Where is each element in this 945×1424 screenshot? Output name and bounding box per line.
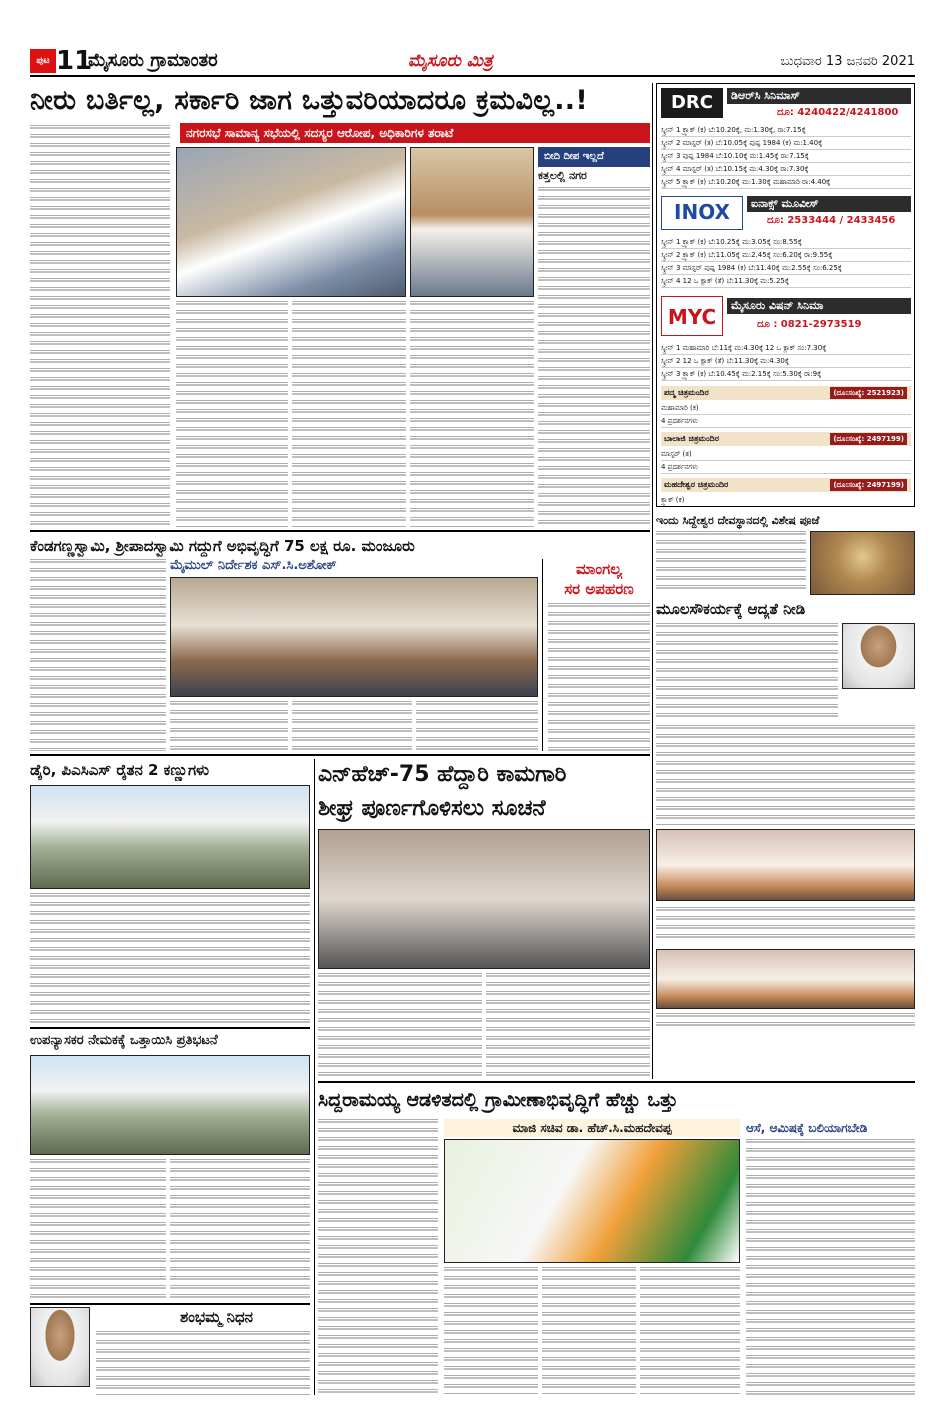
story5-caption-lines xyxy=(656,907,915,943)
local-cinema-shows: 4 ಪ್ರದರ್ಶನಗಳು xyxy=(661,415,911,428)
local-cinema-movie: ಕ್ರ್ಯಾಕ್ (ಕ) xyxy=(661,496,685,504)
drc-logo-icon: DRC xyxy=(661,88,723,118)
story1-sidebar-text xyxy=(538,187,650,527)
story2-photo xyxy=(170,577,538,697)
inox-row: ಸ್ಕ್ರೀನ್ 4 12 ಒ ಕ್ಲಾಕ್ (ತೆ) ಬೆ:11.30ಕ್ಕೆ ಮ:5.25ಕ್ಕೆ xyxy=(661,275,911,288)
story1-photo-officials xyxy=(410,147,534,297)
publication-date: ಬುಧವಾರ 13 ಜನವರಿ 2021 xyxy=(780,54,915,69)
inox-row: ಸ್ಕ್ರೀನ್ 2 ಕ್ರ್ಯಾಕ್ (ಕ) ಬೆ:11.05ಕ್ಕೆ ಮ:2.45ಕ್ಕೆ ಸಂ:6.20ಕ್ಕೆ ರಾ:9.55ಕ್ಕೆ xyxy=(661,249,911,262)
story5-headline: ಮೂಲಸೌಕರ್ಯಕ್ಕೆ ಆದ್ಯತೆ ನೀಡಿ xyxy=(656,600,806,618)
local-cinema-movie: ಮಹಾಮಾರಿ (ಕ) xyxy=(661,402,911,415)
story9-photo-event xyxy=(444,1139,740,1263)
story11-text xyxy=(96,1331,310,1395)
page-number: 11 xyxy=(56,46,93,76)
rule xyxy=(30,530,650,532)
masthead xyxy=(30,45,915,77)
rule xyxy=(652,83,653,1079)
story8-photo-protest xyxy=(30,1055,310,1155)
drc-row: ಸ್ಕ್ರೀನ್ 5 ಕ್ರ್ಯಾಕ್ (ಕ) ಬೆ:10.20ಕ್ಕೆ ಮ:1.30ಕ್ಕೆ ಮಹಾಮಾರಿ ರಾ:4.40ಕ್ಕೆ xyxy=(661,176,911,189)
story1-column-2 xyxy=(176,301,288,527)
story1-sidebar-headline: ಕತ್ತಲಲ್ಲಿ ನಗರ xyxy=(538,169,587,182)
local-cinema-header: ಪದ್ಮ ಚಿತ್ರಮಂದಿರ (ದೂ:ಸಂಖ್ಯೆ: 2521923) xyxy=(661,386,911,400)
story2-column-3 xyxy=(292,701,412,751)
myc-row: ಸ್ಕ್ರೀನ್ 1 ಮಹಾಮಾರಿ ಬೆ:11ಕ್ಕೆ ಮ:4.30ಕ್ಕೆ 12 ಒ ಕ್ಲಾಕ್ ಸಂ:7.30ಕ್ಕೆ xyxy=(661,342,911,355)
story10-text xyxy=(746,1139,915,1395)
story7-column-1 xyxy=(318,973,482,1077)
story9-column-1 xyxy=(318,1119,438,1395)
story5-photo-group xyxy=(656,829,915,901)
myc-row: ಸ್ಕ್ರೀನ್ 3 ಕ್ರ್ಯಾಕ್ (ಕ) ಬೆ:10.45ಕ್ಕೆ ಮ:2.15ಕ್ಕೆ ಸಂ:5.30ಕ್ಕೆ ರಾ:9ಕ್ಕೆ xyxy=(661,368,911,381)
inox-row: ಸ್ಕ್ರೀನ್ 1 ಕ್ರ್ಯಾಕ್ (ಕ) ಬೆ:10.25ಕ್ಕೆ ಮ:3.05ಕ್ಕೆ ಸಂ:8.55ಕ್ಕೆ xyxy=(661,236,911,249)
story1-column-3 xyxy=(292,301,406,527)
story9-column-3 xyxy=(542,1267,636,1395)
story2-column-1 xyxy=(30,559,166,751)
story1-column-4 xyxy=(410,301,534,527)
section-name: ಮೈಸೂರು ಗ್ರಾಮಾಂತರ xyxy=(88,50,218,71)
story5-caption-2 xyxy=(656,1013,915,1027)
story9-strap: ಮಾಜಿ ಸಚಿವ ಡಾ. ಹೆಚ್.ಸಿ.ಮಹದೇವಪ್ಪ xyxy=(444,1119,740,1137)
story7-photo-inspection xyxy=(318,829,650,969)
page-label: ಪುಟ xyxy=(30,49,56,73)
rule xyxy=(30,754,650,756)
inox-row: ಸ್ಕ್ರೀನ್ 3 ಮಾಸ್ಟರ್ ಪುಷ್ಪ 1984 (ಕ) ಬೆ:11.40ಕ್ಕೆ ಮ:2.55ಕ್ಕೆ ಸಂ:6.25ಕ್ಕೆ xyxy=(661,262,911,275)
story9-column-2 xyxy=(444,1267,538,1395)
inox-phone: ದೂ: 2533444 / 2433456 xyxy=(767,215,896,226)
local-cinema-movie: ಮಾಸ್ಟರ್ (ತ) xyxy=(661,448,911,461)
story2-column-2 xyxy=(170,701,288,751)
drc-row: ಸ್ಕ್ರೀನ್ 1 ಕ್ರ್ಯಾಕ್ (ಕ) ಬೆ:10.20ಕ್ಕೆ, ಮ:1.30ಕ್ಕೆ, ರಾ:7.15ಕ್ಕೆ xyxy=(661,124,911,137)
story5-text xyxy=(656,623,838,721)
local-cinema-header: ಬಾಲಾಜಿ ಚಿತ್ರಮಂದಿರ (ದೂ:ಸಂಖ್ಯೆ: 2497199) xyxy=(661,432,911,446)
story7-headline-line-2: ಶೀಘ್ರ ಪೂರ್ಣಗೊಳಿಸಲು ಸೂಚನೆ xyxy=(318,796,546,821)
drc-phone: ದೂ: 4240422/4241800 xyxy=(777,107,899,118)
story9-headline: ಸಿದ್ದರಾಮಯ್ಯ ಆಡಳಿತದಲ್ಲಿ ಗ್ರಾಮೀಣಾಭಿವೃದ್ಧಿಗೆ ಹೆಚ್ಚು ಒತ್ತು xyxy=(318,1089,678,1111)
story8-column-2 xyxy=(170,1159,310,1301)
rule xyxy=(314,759,315,1395)
story7-headline-line-1: ಎನ್‌ಹೆಚ್-75 ಹೆದ್ದಾರಿ ಕಾಮಗಾರಿ xyxy=(318,762,567,787)
story11-headline: ಶಂಭಮ್ಮ ನಿಧನ xyxy=(180,1308,254,1326)
story1-photo-meeting xyxy=(176,147,406,297)
story6-headline: ಡೈರಿ, ಪಿಎಸಿಎಸ್ ರೈತನ 2 ಕಣ್ಣುಗಳು xyxy=(30,761,209,779)
inox-name: ಐನಾಕ್ಸ್ ಮೂವೀಸ್ xyxy=(747,196,911,212)
story7-column-2 xyxy=(486,973,650,1077)
story6-text xyxy=(30,893,310,1023)
cinema-listings xyxy=(656,83,915,507)
story3-text xyxy=(548,603,650,751)
story1-strap: ನಗರಸಭೆ ಸಾಮಾನ್ಯ ಸಭೆಯಲ್ಲಿ ಸದಸ್ಯರ ಆರೋಪ, ಅಧಿಕಾರಿಗಳ ತರಾಟೆ xyxy=(180,123,650,143)
local-cinema-shows: 4 ಪ್ರದರ್ಶನಗಳು xyxy=(661,461,911,474)
story9-column-4 xyxy=(640,1267,740,1395)
story5-text-continued xyxy=(656,725,915,825)
drc-name: ಡಿಆರ್‌ಸಿ ಸಿನಿಮಾಸ್ xyxy=(727,88,911,104)
story8-headline: ಉಪನ್ಯಾಸಕರ ನೇಮಕಕ್ಕೆ ಒತ್ತಾಯಿಸಿ ಪ್ರತಿಭಟನೆ xyxy=(30,1033,218,1048)
story1-sidebar-strap: ಬೀದಿ ದೀಪ ಇಲ್ಲದೆ xyxy=(538,147,650,167)
myc-logo-icon: MYC xyxy=(661,296,723,336)
story2-headline: ಕೆಂಡಗಣ್ಣಸ್ವಾಮಿ, ಶ್ರೀಪಾದಸ್ವಾಮಿ ಗದ್ದುಗೆ ಅಭಿವೃದ್ಧಿಗೆ 75 ಲಕ್ಷ ರೂ. ಮಂಜೂರು xyxy=(30,537,415,555)
local-cinema-header: ಮಹದೇಶ್ವರ ಚಿತ್ರಮಂದಿರ (ದೂ:ಸಂಖ್ಯೆ: 2497199) xyxy=(661,478,911,492)
story2-column-4 xyxy=(416,701,538,751)
story3-headline-line-1: ಮಾಂಗಲ್ಯ xyxy=(575,560,623,578)
drc-row: ಸ್ಕ್ರೀನ್ 4 ಮಾಸ್ಟರ್ (ತ) ಬೆ:10.15ಕ್ಕೆ ಮ:4.30ಕ್ಕೆ ರಾ:7.30ಕ್ಕೆ xyxy=(661,163,911,176)
story6-photo xyxy=(30,785,310,889)
story2-strap: ಮೈಮುಲ್ ನಿರ್ದೇಶಕ ಎಸ್.ಸಿ.ಅಶೋಕ್ xyxy=(170,558,337,573)
story3-headline-line-2: ಸರ ಅಪಹರಣ xyxy=(564,580,634,598)
myc-name: ಮೈಸೂರು ವಿಷನ್ ಸಿನಿಮಾ xyxy=(727,298,911,314)
myc-row: ಸ್ಕ್ರೀನ್ 2 12 ಒ ಕ್ಲಾಕ್ (ತೆ) ಬೆ:11.30ಕ್ಕೆ ಮ:4.30ಕ್ಕೆ xyxy=(661,355,911,368)
story5-photo-2 xyxy=(656,949,915,1009)
story11-photo-portrait xyxy=(30,1307,90,1387)
myc-phone: ದೂ : 0821-2973519 xyxy=(757,319,862,330)
paper-name: ಮೈಸೂರು ಮಿತ್ರ xyxy=(408,51,493,71)
rule xyxy=(542,559,543,751)
story4-headline: ಇಂದು ಸಿದ್ದೇಶ್ವರ ದೇವಸ್ಥಾನದಲ್ಲಿ ವಿಶೇಷ ಪೂಜೆ xyxy=(656,514,820,527)
story1-column-1 xyxy=(30,125,170,527)
story4-photo-deity xyxy=(810,531,915,595)
story10-headline: ಆಸೆ, ಆಮಿಷಕ್ಕೆ ಬಲಿಯಾಗಬೇಡಿ xyxy=(746,1121,868,1135)
rule xyxy=(318,1081,915,1083)
rule xyxy=(30,1027,310,1029)
rule xyxy=(30,1303,310,1305)
drc-row: ಸ್ಕ್ರೀನ್ 3 ಪುಷ್ಪ 1984 ಬೆ:10.10ಕ್ಕೆ ಮ:1.45ಕ್ಕೆ ರಾ:7.15ಕ್ಕೆ xyxy=(661,150,911,163)
story4-text xyxy=(656,531,806,593)
inox-logo-icon: INOX xyxy=(661,196,743,230)
story1-headline: ನೀರು ಬರ್ತಿಲ್ಲ, ಸರ್ಕಾರಿ ಜಾಗ ಒತ್ತುವರಿಯಾದರೂ ಕ್ರಮವಿಲ್ಲ..! xyxy=(30,85,588,116)
drc-row: ಸ್ಕ್ರೀನ್ 2 ಮಾಸ್ಟರ್ (ತ) ಬೆ:10.05ಕ್ಕೆ ಪುಷ್ಪ 1984 (ಕ) ಮ:1.40ಕ್ಕೆ xyxy=(661,137,911,150)
story8-column-1 xyxy=(30,1159,166,1301)
story5-photo-portrait xyxy=(842,623,915,689)
newspaper-page xyxy=(30,45,915,1395)
